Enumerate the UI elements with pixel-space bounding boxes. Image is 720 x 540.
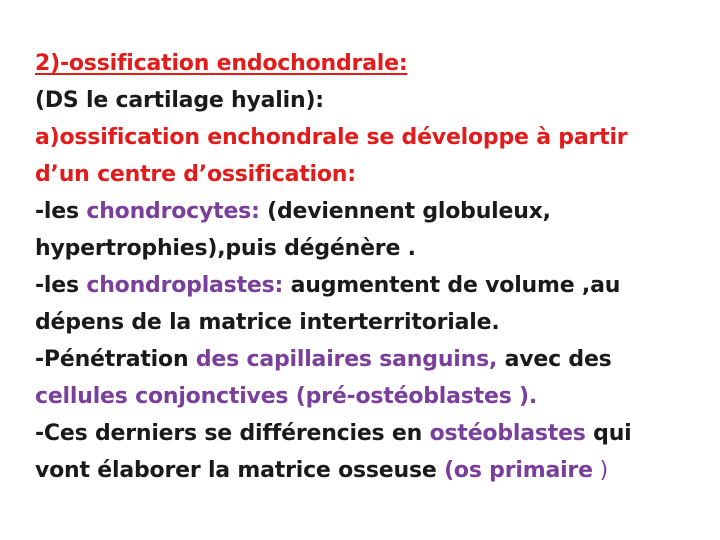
- term-chondroplastes: chondroplastes:: [86, 273, 284, 298]
- paragraph-text: (deviennent globuleux,: [259, 199, 551, 224]
- paragraph-osteoblastes-line-1: [35, 415, 705, 452]
- paragraph-chondrocytes-line-2: hypertrophies),puis dégénère .: [35, 236, 416, 261]
- closing-parenthesis: ): [592, 458, 608, 483]
- paragraph-chondroplastes-line-1: [35, 267, 705, 304]
- bullet-prefix: -les: [35, 273, 87, 298]
- term-capillaires: des capillaires sanguins,: [195, 347, 498, 372]
- heading: 2)-ossification endochondrale:: [35, 51, 408, 76]
- paragraph-chondrocytes-line-1: [35, 193, 705, 230]
- bullet-prefix: -les: [35, 199, 87, 224]
- paragraph-text: augmentent de volume ,au: [283, 273, 621, 298]
- paragraph-chondroplastes-line-2: dépens de la matrice interterritoriale.: [35, 310, 500, 335]
- section-a-line-1: a)ossification enchondrale se développe à partir: [35, 125, 628, 150]
- term-osteoblastes: ostéoblastes: [429, 421, 586, 446]
- term-cellules-conjonctives: cellules conjonctives (pré-ostéoblastes ).: [35, 384, 538, 409]
- bullet-prefix: -Pénétration: [35, 347, 196, 372]
- section-a-line-2: d’un centre d’ossification:: [35, 162, 356, 187]
- paragraph-osteoblastes-line-2: [35, 452, 705, 489]
- term-os-primaire: (os primaire: [444, 458, 593, 483]
- slide-body: [35, 45, 705, 489]
- subheading: (DS le cartilage hyalin):: [35, 88, 324, 113]
- term-chondrocytes: chondrocytes:: [86, 199, 260, 224]
- paragraph-penetration-line-1: [35, 341, 705, 378]
- paragraph-text: qui: [585, 421, 632, 446]
- bullet-prefix: -Ces derniers se différencies en: [35, 421, 430, 446]
- paragraph-text: vont élaborer la matrice osseuse: [35, 458, 445, 483]
- paragraph-text: avec des: [497, 347, 612, 372]
